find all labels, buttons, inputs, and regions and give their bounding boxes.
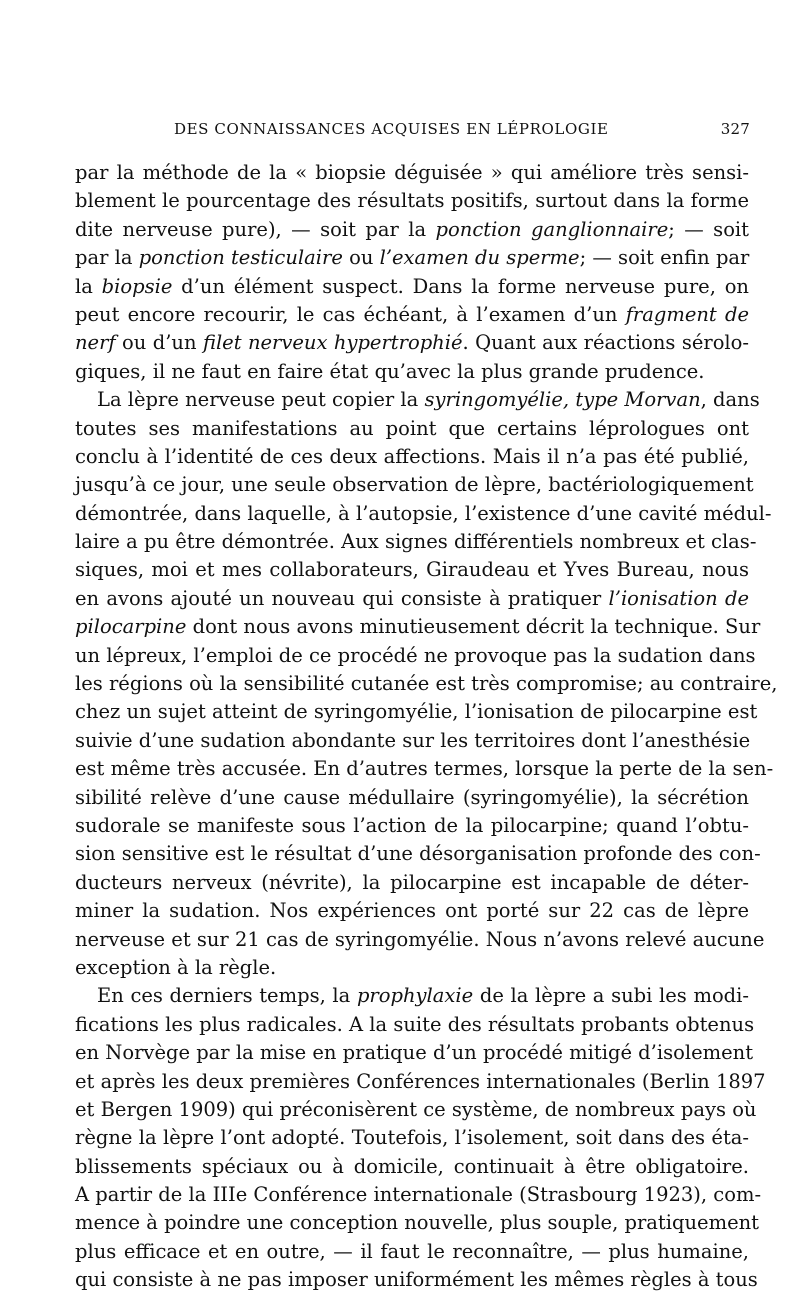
running-title: DES CONNAISSANCES ACQUISES EN LÉPROLOGIE — [174, 120, 609, 138]
text-line — [75, 727, 749, 755]
text-line — [75, 216, 749, 244]
text-line — [75, 244, 749, 272]
text-run: ducteurs nerveux (névrite), la pilocarpine est incapable de déter- — [75, 870, 749, 894]
italic-text: pilocarpine — [75, 615, 187, 639]
text-line — [75, 755, 774, 783]
text-line — [75, 415, 749, 443]
text-run: suivie d’une sudation abondante sur les territoires dont l’anesthésie — [75, 728, 751, 752]
text-line — [75, 1039, 754, 1067]
text-line — [75, 954, 749, 982]
page-number: 327 — [720, 120, 750, 138]
text-line — [75, 982, 749, 1010]
text-run: . Quant aux réactions sérolo- — [462, 331, 750, 355]
text-line — [75, 301, 749, 329]
text-line — [75, 784, 749, 812]
italic-text: ponction ganglionnaire — [435, 217, 669, 241]
text-run: fications les plus radicales. A la suite des résultats probants obtenus — [75, 1012, 755, 1036]
text-run: par la méthode de la « biopsie déguisée » qui améliore très sensi- — [75, 161, 749, 184]
text-run: ; — soit — [668, 217, 750, 241]
text-run: et Bergen 1909) qui préconisèrent ce système, de nombreux pays où — [75, 1097, 757, 1121]
text-run: plus efficace et en outre, — il faut le reconnaître, — plus humaine, — [75, 1239, 749, 1263]
text-run: , dans — [700, 388, 760, 412]
italic-text: biopsie — [101, 274, 173, 298]
text-line — [75, 1181, 762, 1209]
text-run: qui consiste à ne pas imposer uniformément les mêmes règles à tous — [75, 1268, 758, 1292]
text-line — [75, 1011, 755, 1039]
text-line — [75, 812, 749, 840]
text-run: en Norvège par la mise en pratique d’un procédé mitigé d’isolement — [75, 1041, 754, 1065]
body-text — [75, 159, 778, 1295]
text-line — [75, 897, 749, 925]
text-run: d’un élément suspect. Dans la forme nerveuse pure, on — [172, 274, 749, 298]
text-line — [75, 869, 749, 897]
text-line — [75, 840, 761, 868]
text-line — [75, 159, 749, 187]
text-line — [75, 1153, 749, 1181]
italic-text: prophylaxie — [356, 984, 474, 1008]
text-run: ; — soit enfin par — [579, 246, 750, 270]
text-line — [75, 358, 749, 386]
running-header — [174, 120, 750, 142]
text-run: exception à la règle. — [75, 955, 277, 979]
text-run: chez un sujet atteint de syringomyélie, l’ionisation de pilocarpine est — [75, 700, 758, 724]
text-line — [75, 1124, 749, 1152]
italic-text: nerf — [75, 331, 116, 355]
text-run: En ces derniers temps, la — [97, 984, 357, 1008]
text-run: siques, moi et mes collaborateurs, Giraudeau et Yves Bureau, nous — [75, 558, 749, 582]
text-line — [75, 556, 749, 584]
italic-text: syringomyélie, type Morvan — [424, 388, 701, 412]
text-line — [75, 528, 757, 556]
text-line — [75, 500, 772, 528]
text-run: laire a pu être démontrée. Aux signes différentiels nombreux et clas- — [75, 530, 757, 554]
text-run: A partir de la IIIe Conférence internationale (Strasbourg 1923), com- — [75, 1183, 762, 1207]
text-run: règne la lèpre l’ont adopté. Toutefois, l’isolement, soit dans des éta- — [75, 1126, 749, 1150]
text-run: un lépreux, l’emploi de ce procédé ne provoque pas la sudation dans — [75, 643, 756, 667]
text-line — [75, 1266, 758, 1294]
text-line — [75, 329, 749, 357]
text-line — [75, 1068, 766, 1096]
text-run: dite nerveuse pure), — soit par la — [75, 217, 436, 241]
text-run: les régions où la sensibilité cutanée est très compromise; au contraire, — [75, 672, 778, 696]
text-line — [75, 642, 756, 670]
text-line — [75, 926, 765, 954]
text-line — [75, 585, 749, 613]
text-run: miner la sudation. Nos expériences ont porté sur 22 cas de lèpre — [75, 899, 749, 923]
text-run: conclu à l’identité de ces deux affections. Mais il n’a pas été publié, — [75, 444, 749, 468]
text-run: sudorale se manifeste sous l’action de la pilocarpine; quand l’obtu- — [75, 813, 749, 837]
italic-text: l’examen du sperme — [379, 246, 580, 270]
text-run: giques, il ne faut en faire état qu’avec la plus grande prudence. — [75, 359, 705, 383]
text-line — [75, 1238, 749, 1266]
text-line — [75, 670, 778, 698]
text-line — [75, 613, 761, 641]
text-run: peut encore recourir, le cas échéant, à l’examen d’un — [75, 302, 626, 326]
italic-text: ponction testiculaire — [138, 246, 343, 270]
text-run: en avons ajouté un nouveau qui consiste à pratiquer — [75, 586, 609, 610]
text-run: est même très accusée. En d’autres termes, lorsque la perte de la sen- — [75, 757, 774, 781]
text-run: sibilité relève d’une cause médullaire (syringomyélie), la sécrétion — [75, 785, 749, 809]
text-run: toutes ses manifestations au point que certains léprologues ont — [75, 416, 749, 440]
text-run: nerveuse et sur 21 cas de syringomyélie. Nous n’avons relevé aucune — [75, 927, 765, 951]
text-run: mence à poindre une conception nouvelle, plus souple, pratiquement — [75, 1211, 760, 1235]
italic-text: fragment de — [625, 302, 749, 326]
text-run: de la lèpre a subi les modi- — [473, 984, 749, 1008]
text-line — [75, 1209, 760, 1237]
text-run: par la — [75, 246, 139, 270]
text-line — [75, 273, 749, 301]
text-run: la — [75, 274, 102, 298]
text-run: et après les deux premières Conférences internationales (Berlin 1897 — [75, 1069, 766, 1093]
text-run: dont nous avons minutieusement décrit la technique. Sur — [186, 615, 761, 639]
text-run: sion sensitive est le résultat d’une désorganisation profonde des con- — [75, 842, 761, 866]
text-run: blissements spéciaux ou à domicile, continuait à être obligatoire. — [75, 1154, 749, 1178]
text-line — [75, 698, 758, 726]
text-line — [75, 187, 749, 215]
italic-text: filet nerveux hypertrophié — [202, 331, 463, 355]
italic-text: l’ionisation de — [608, 586, 749, 610]
text-run: démontrée, dans laquelle, à l’autopsie, l’existence d’une cavité médul- — [75, 501, 772, 525]
text-line — [75, 471, 754, 499]
text-run: ou d’un — [115, 331, 203, 355]
text-line — [75, 1096, 757, 1124]
text-run: blement le pourcentage des résultats positifs, surtout dans la forme — [75, 189, 749, 213]
text-line — [75, 386, 760, 414]
text-run: ou — [342, 246, 380, 270]
text-run: jusqu’à ce jour, une seule observation de lèpre, bactériologiquement — [75, 473, 754, 497]
text-line — [75, 443, 749, 471]
text-run: La lèpre nerveuse peut copier la — [97, 388, 425, 412]
